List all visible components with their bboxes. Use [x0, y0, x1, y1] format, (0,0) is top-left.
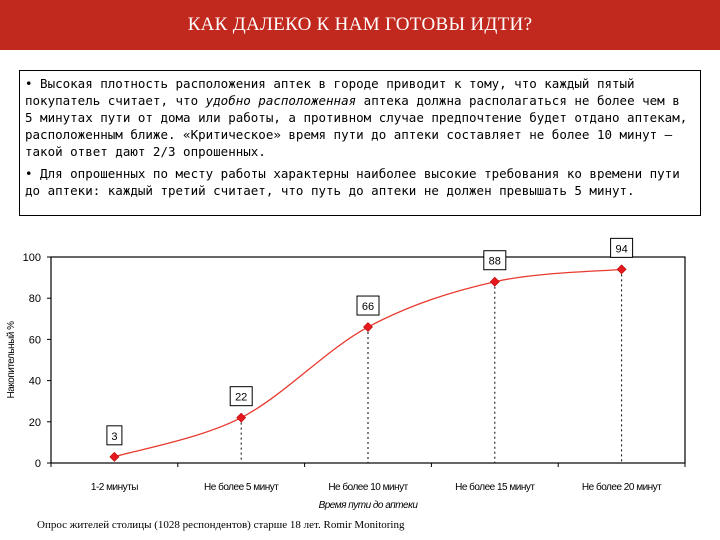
y-tick-label: 80 — [28, 293, 41, 306]
x-category-label: 1-2 минуты — [90, 482, 138, 493]
data-label: 88 — [488, 255, 501, 268]
summary-paragraph-1-end: аптека должна располагаться не более чем в 5 минутах пути от дома или работы, а противном случае предпочтение будет отдано аптекам, расположенным ближе. «Критическое» время пути до аптеки составляет не более 10 минут – такой ответ дают 2/3 опрошенных. — [25, 93, 688, 159]
data-label: 22 — [235, 391, 248, 404]
summary-paragraph-1-start: • Высокая плотность расположения аптек в городе приводит к тому, что каждый пятый покупатель считает, что — [25, 76, 635, 108]
source-note: Опрос жителей столицы (1028 респондентов) старше 18 лет. Romir Monitoring — [37, 519, 405, 531]
y-tick-label: 60 — [28, 334, 41, 347]
y-axis-title: Накопительный % — [6, 321, 17, 399]
data-point-marker — [364, 323, 373, 332]
slide-title — [0, 0, 720, 50]
x-axis-title: Время пути до аптеки — [318, 500, 418, 511]
cumulative-time-chart — [0, 230, 720, 520]
data-point-marker — [617, 265, 626, 274]
summary-paragraph-1 — [25, 75, 694, 160]
y-tick-label: 20 — [28, 416, 41, 429]
data-label: 66 — [361, 301, 375, 314]
summary-paragraph-1-emphasis: удобно расположенная — [205, 93, 357, 108]
data-label: 3 — [111, 430, 118, 443]
data-point-marker — [490, 277, 499, 286]
y-tick-label: 0 — [34, 458, 41, 470]
summary-textbox — [19, 70, 701, 216]
x-category-label: Не более 20 минут — [581, 482, 662, 493]
data-label: 94 — [615, 243, 628, 256]
slide-title-text: КАК ДАЛЕКО К НАМ ГОТОВЫ ИДТИ? — [187, 14, 533, 35]
x-category-label: Не более 10 минут — [328, 482, 408, 493]
x-category-label: Не более 15 минут — [455, 482, 535, 493]
data-point-marker — [237, 413, 246, 422]
data-point-marker — [110, 452, 119, 461]
y-tick-label: 100 — [22, 252, 41, 264]
y-tick-label: 40 — [28, 375, 41, 388]
x-category-label: Не более 5 минут — [204, 482, 279, 493]
summary-paragraph-2: • Для опрошенных по месту работы характерны наиболее высокие требования ко времени пути до аптеки: каждый третий считает, что путь до аптеки не должен превышать 5 минут. — [25, 166, 680, 198]
